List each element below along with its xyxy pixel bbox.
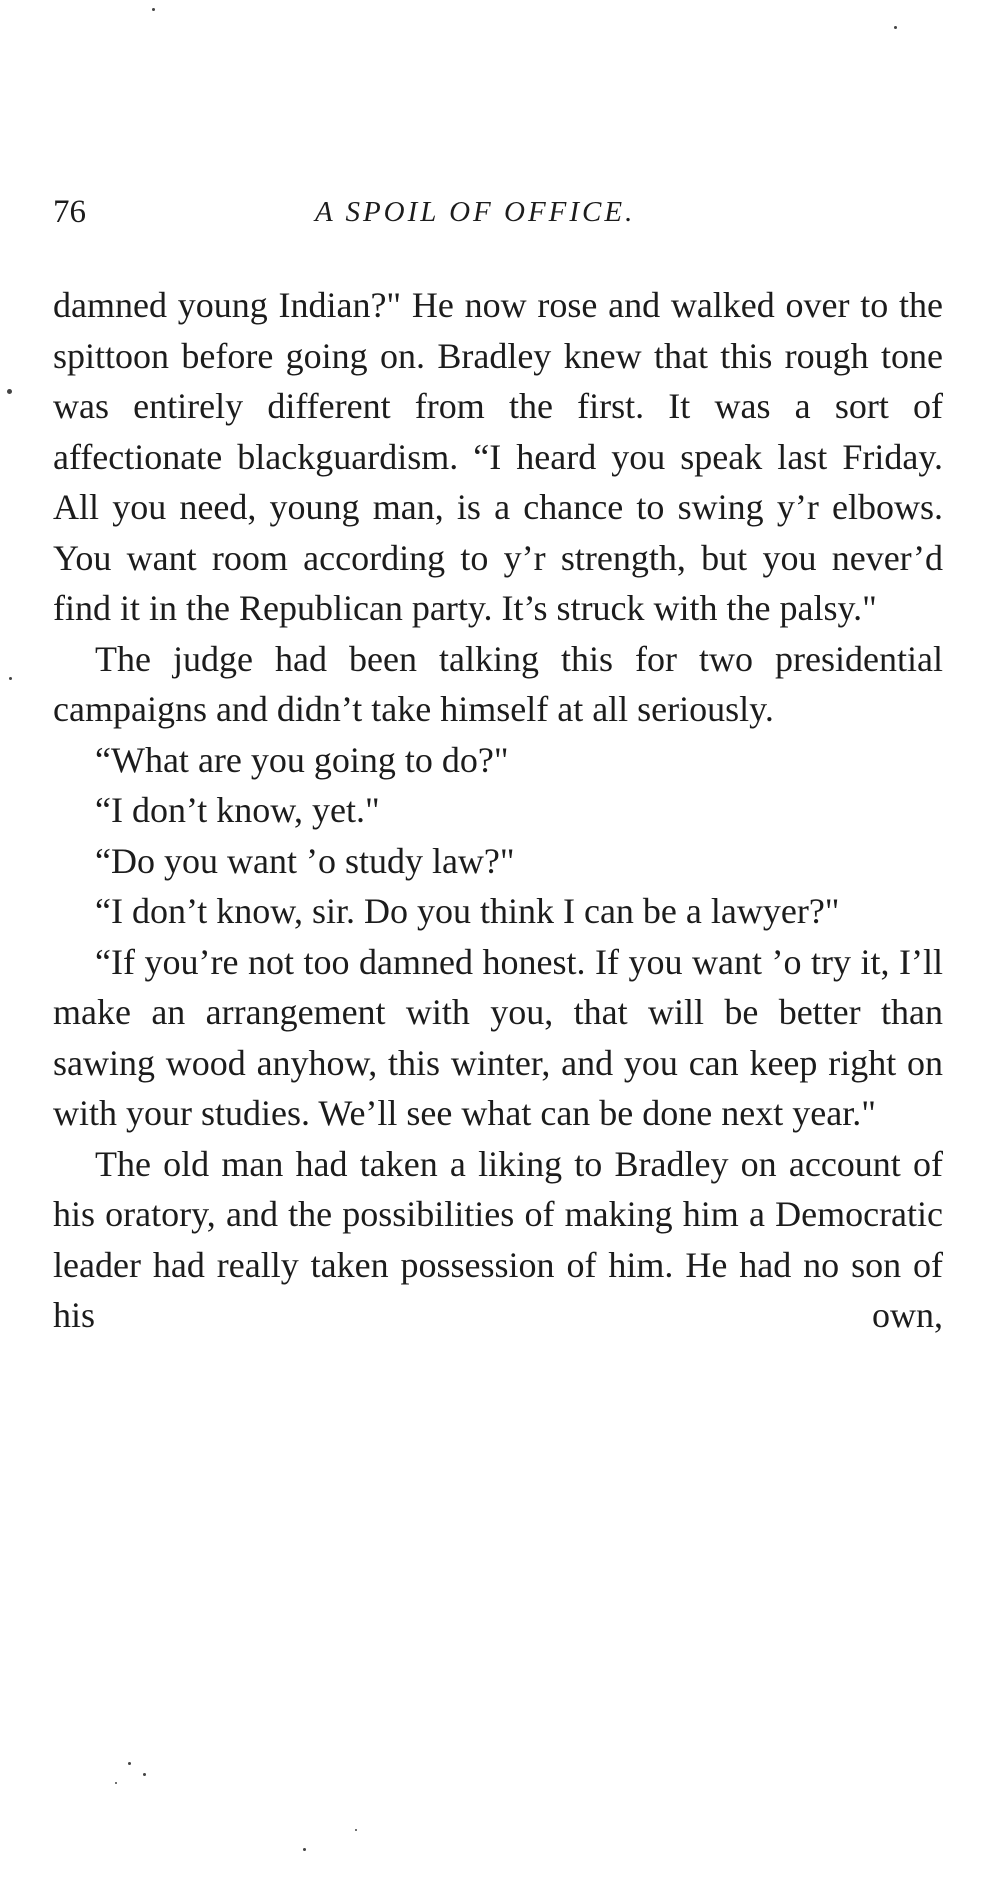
running-head [53,194,943,230]
scan-speck [143,1773,146,1776]
paragraph: “Do you want ’o study law?" [95,840,515,881]
body-text [53,280,943,1341]
scan-speck [128,1762,131,1765]
scan-speck [7,389,12,394]
scan-speck [115,1782,117,1784]
paragraph: The judge had been talking this for two presidential campaigns and didn’t take himself at all seriously. [53,638,943,729]
scan-speck [9,677,12,680]
paragraph: “I don’t know, yet." [95,790,380,830]
paragraph: “What are you going to do?" [95,739,509,780]
running-title: A SPOIL OF OFFICE. [315,196,636,228]
paragraph: damned young Indian?" He now rose and walked over to the spittoon before going on. Bradley knew that this rough tone was entirely different from the first. It was a sort of affectionate blackguardism. “I heard you speak last Friday. All you need, young man, is a chance to swing y’r elbows. You want room according to y’r strength, but you never’d find it in the Republican party. It’s struck with the palsy." [53,285,943,628]
scan-speck [152,8,155,11]
scan-speck [303,1848,306,1851]
paragraph: The old man had taken a liking to Bradley on account of his oratory, and the possibilities of making him a Democratic leader had really taken possession of him. He had no son of his own, [53,1143,943,1335]
scan-speck [355,1829,357,1831]
page-number: 76 [53,194,86,230]
scan-speck [894,26,897,29]
paragraph: “I don’t know, sir. Do you think I can be a lawyer?" [95,891,840,931]
paragraph: “If you’re not too damned honest. If you want ’o try it, I’ll make an arrangement with you, that will be better than sawing wood anyhow, this winter, and you can keep right on with your studies. We’ll see what can be done next year." [53,941,943,1133]
